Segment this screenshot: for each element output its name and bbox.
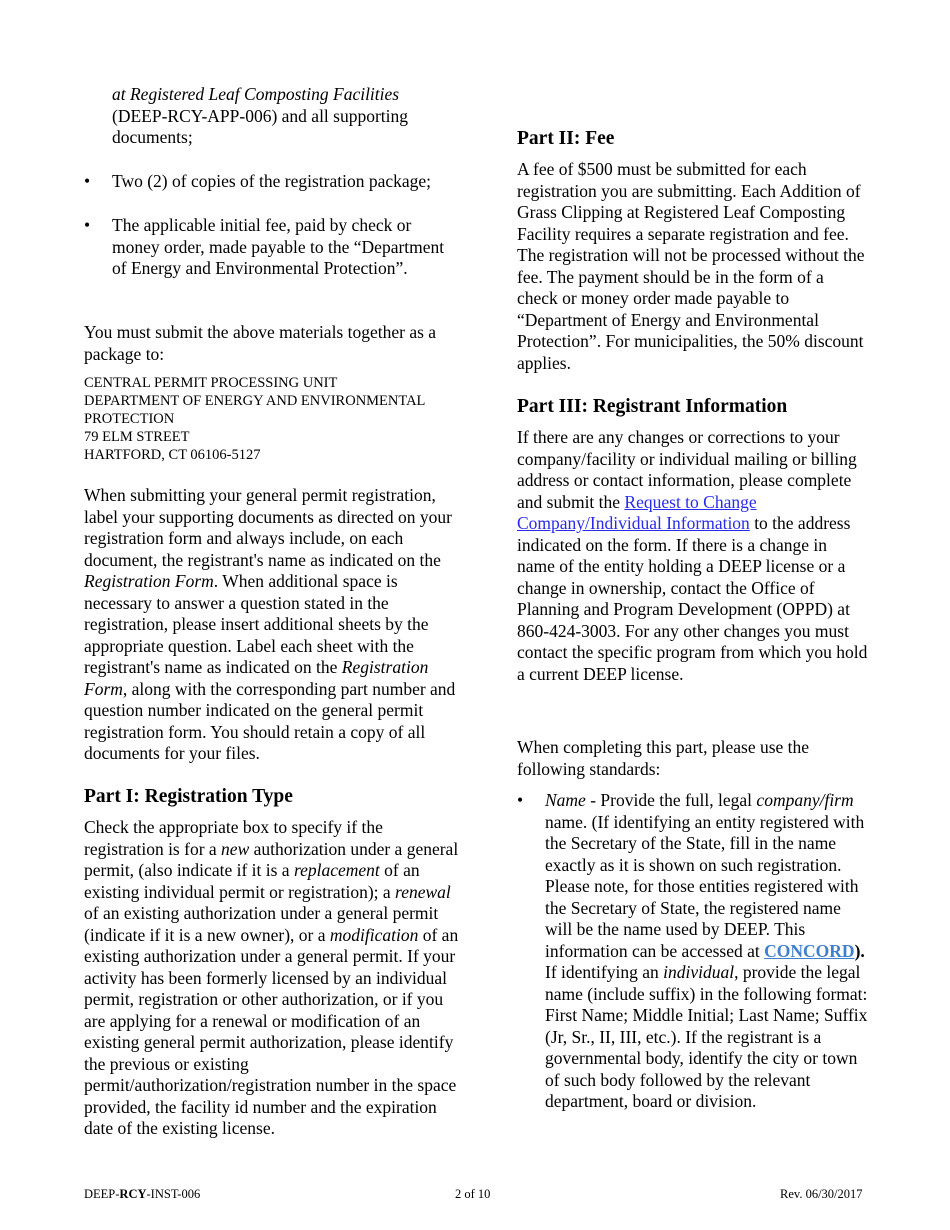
request-change-info-link[interactable]: Request to Change Company/Individual Information [517,491,757,533]
name-italic: Name [545,790,586,810]
labeling-italic-1: Registration Form [84,571,214,591]
footer-revision: Rev. 06/30/2017 [780,1187,863,1201]
name-text-4: , provide the legal name (include suffix) in the following format: First Name; Middle Initial; Last Name; Suffix (Jr, Sr., II, III, etc.). If the registrant is a governmental body, identify the city or town of such body followed by the relevant department, board or division. [545,962,868,1111]
bullet-name-text [545,790,869,1113]
part2-text: A fee of $500 must be submitted for each registration you are submitting. Each Addition of Grass Clipping at Registered Leaf Composting Facility requires a separate registration and fee. The registration will not be processed without the fee. The payment should be in the form of a check or money order made payable to “Department of Energy and Environmental Protection”. For municipalities, the 50% discount applies. [517,159,865,373]
bullet-dot: • [84,171,91,191]
part1-italic-modification: modification [329,924,419,945]
labeling-text-3: , along with the corresponding part number and question number indicated on the general permit registration form. You should retain a copy of all documents for your files. [84,678,456,763]
part1-text [84,817,466,1140]
individual-italic: individual [663,962,735,982]
doc-id-prefix: DEEP- [84,1187,120,1201]
part1-italic-replacement: replacement [293,860,380,880]
labeling-instructions [84,485,466,765]
concord-link[interactable]: CONCORD [764,940,855,961]
footer-doc-id [84,1186,200,1202]
name-text-3: If identifying an [545,962,664,982]
part3-text [517,427,869,685]
company-firm-italic: company/firm [756,790,854,810]
part1-heading: Part I: Registration Type [84,786,293,807]
intro-continuation [112,84,466,149]
part1-text-3: of an existing individual permit or registration); a [84,860,420,902]
standards-intro: When completing this part, please use the following standards: [517,737,810,779]
address-line-5: HARTFORD, CT 06106-5127 [84,447,261,463]
labeling-italic-2: Registration Form [84,657,429,699]
bullet-dot: • [84,215,91,235]
part1-text-1: Check the appropriate box to specify if the registration is for a [84,817,383,859]
part1-italic-new: new [221,838,250,859]
address-line-2: DEPARTMENT OF ENERGY AND ENVIRONMENTAL [84,393,426,409]
doc-id-suffix: -INST-006 [146,1187,201,1201]
intro-rest: (DEEP-RCY-APP-006) and all supporting documents; [112,105,409,147]
name-text-2: name. (If identifying an entity registered with the Secretary of the State, fill in the name exactly as it is shown on such registration. Please note, for those entities registered with the Secretary of State, the registered name will be the name used by DEEP. This information can be accessed at [545,811,865,961]
address-line-4: 79 ELM STREET [84,429,190,445]
address-line-3: PROTECTION [84,411,175,427]
part1-text-2: authorization under a general permit, (also indicate if it is a [84,838,459,880]
part1-text-5: of an existing authorization under a general permit. If your activity has been formerly licensed by an individual permit, registration or other authorization, or if you are applying for a renewal or modification of an existing general permit authorization, please identify the previous or existing permit/authorization/registration number in the space provided, the facility id number and the expiration date of the existing license. [84,924,459,1138]
address-line-1: CENTRAL PERMIT PROCESSING UNIT [84,375,338,391]
submit-package-text: You must submit the above materials together as a package to: [84,322,437,364]
bullet-dot: • [517,790,524,810]
part3-text-2: to the address indicated on the form. If there is a change in name of the entity holding a DEEP license or a change in ownership, contact the Office of Planning and Program Development (OPPD) at 860-424-3003. For any other changes you must contact the specific program from which you hold a current DEEP license. [517,513,868,684]
part1-text-4: of an existing authorization under a general permit (indicate if it is a new owner), or a [84,903,439,945]
part3-text-1: If there are any changes or corrections to your company/facility or individual mailing or billing address or contact information, please complete and submit the [517,427,857,512]
bullet-copies-text: Two (2) of copies of the registration package; [112,171,432,191]
footer-page-number: 2 of 10 [455,1187,491,1201]
mailing-address [84,374,466,464]
labeling-text-2: . When additional space is necessary to answer a question stated in the registration, please insert additional sheets by the appropriate question. Label each sheet with the registrant's name as indicated on the [84,571,429,677]
name-bold-paren: ). [854,940,865,961]
part2-heading: Part II: Fee [517,128,615,149]
part3-heading: Part III: Registrant Information [517,396,788,417]
doc-id-bold: RCY [119,1187,147,1201]
part1-italic-renewal: renewal [395,881,451,902]
name-text-1: - Provide the full, legal [585,790,757,810]
bullet-fee-text: The applicable initial fee, paid by check or money order, made payable to the “Department of Energy and Environmental Protection”. [112,215,445,278]
intro-italic: at Registered Leaf Composting Facilities [112,84,400,104]
labeling-text-1: When submitting your general permit registration, label your supporting documents as directed on your registration form and always include, on each document, the registrant's name as indicated on the [84,485,452,570]
